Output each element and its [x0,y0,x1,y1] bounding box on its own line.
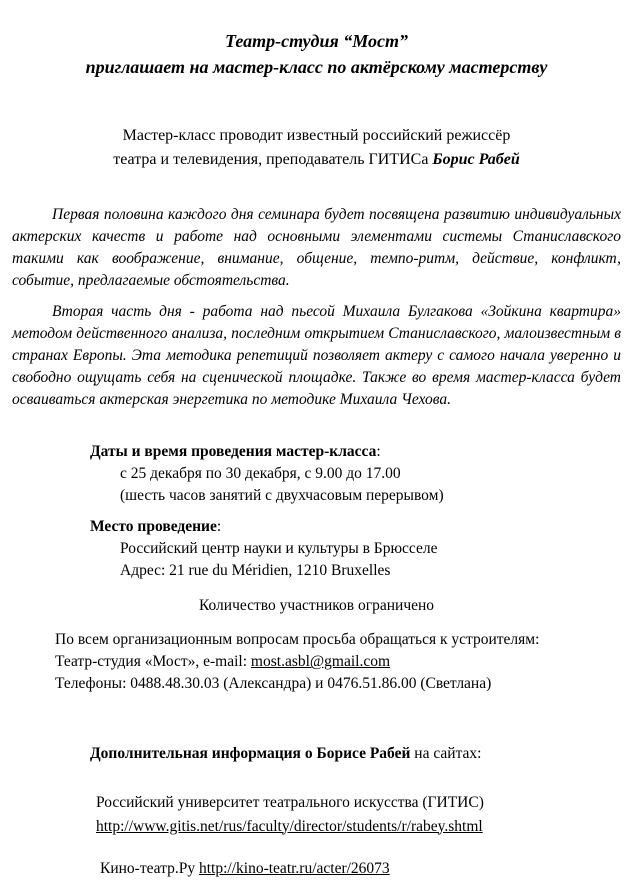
description-paragraph-2: Вторая часть дня - работа над пьесой Михаила Булгакова «Зойкина квартира» методом действенного анализа, последним открытием Станиславского, малоизвестным в странах Европы. Эта методика репетиций позволяет актеру с самого начала уверенно и свободно ощущать себя на сценической площадке. Также во время мастер-класса будет осваиваться актерская энергетика по методике Михаила Чехова. [12,303,621,409]
place-line-1: Российский центр науки и культуры в Брюсселе [120,539,438,557]
contact-section [55,629,623,695]
participants-limit-note: Количество участников ограничено [198,597,435,615]
dates-section [90,441,623,506]
dates-line-2: (шесть часов занятий с двухчасовым перерывом) [120,486,444,504]
gitis-link[interactable]: http://www.gitis.net/rus/faculty/director/students/r/rabey.shtml [96,817,483,835]
contact-line-2 [55,651,623,673]
dates-label: Даты и время проведения мастер-класса [90,443,377,461]
title-line-1: Театр-студия “Мост” [224,31,409,51]
kino-link[interactable]: http://kino-teatr.ru/acter/26073 [199,859,390,877]
gitis-url-line [96,815,623,838]
dates-colon: : [376,443,381,461]
dates-label-line [90,441,623,463]
intro-paragraph [10,124,623,172]
email-link[interactable]: most.asbl@gmail.com [250,653,391,671]
description-paragraph-1: Первая половина каждого дня семинара будет посвящена развитию индивидуальных актерских качеств и работе над основными элементами системы Станиславского такими как воображение, внимание, общение, темпо-ритм, действие, конфликт, событие, предлагаемые обстоятельства. [12,206,621,290]
more-info-heading-rest: на сайтах: [410,745,482,763]
more-info-heading-bold: Дополнительная информация о Борисе Рабей [90,745,411,763]
place-colon: : [216,518,222,536]
lecturer-name: Борис Рабей [432,151,520,169]
kino-section [100,860,623,878]
place-section [90,516,623,581]
intro-line-1: Мастер-класс проводит известный российский режиссёр [122,127,511,145]
place-label-line [90,516,623,538]
document-title [10,28,623,80]
contact-line-1: По всем организационным вопросам просьба обращаться к устроителям: [55,631,540,649]
kino-prefix: Кино-театр.Ру [100,859,199,877]
intro-line-2-prefix: театра и телевидения, преподаватель ГИТИСа [113,151,433,169]
contact-email-prefix: Театр-студия «Мост», e-mail: [55,653,251,671]
title-line-2: приглашает на мастер-класс по актёрскому мастерству [85,57,548,78]
gitis-title: Российский университет театрального искусства (ГИТИС) [96,794,484,812]
dates-line-1: с 25 декабря по 30 декабря, с 9.00 до 17.00 [120,464,401,482]
gitis-section [96,791,623,838]
contact-phones-line: Телефоны: 0488.48.30.03 (Александра) и 0476.51.86.00 (Светлана) [55,675,492,693]
more-info-heading [90,745,623,763]
place-address-line: Адрес: 21 rue du Méridien, 1210 Bruxelles [120,561,391,579]
place-label: Место проведение [90,518,217,536]
